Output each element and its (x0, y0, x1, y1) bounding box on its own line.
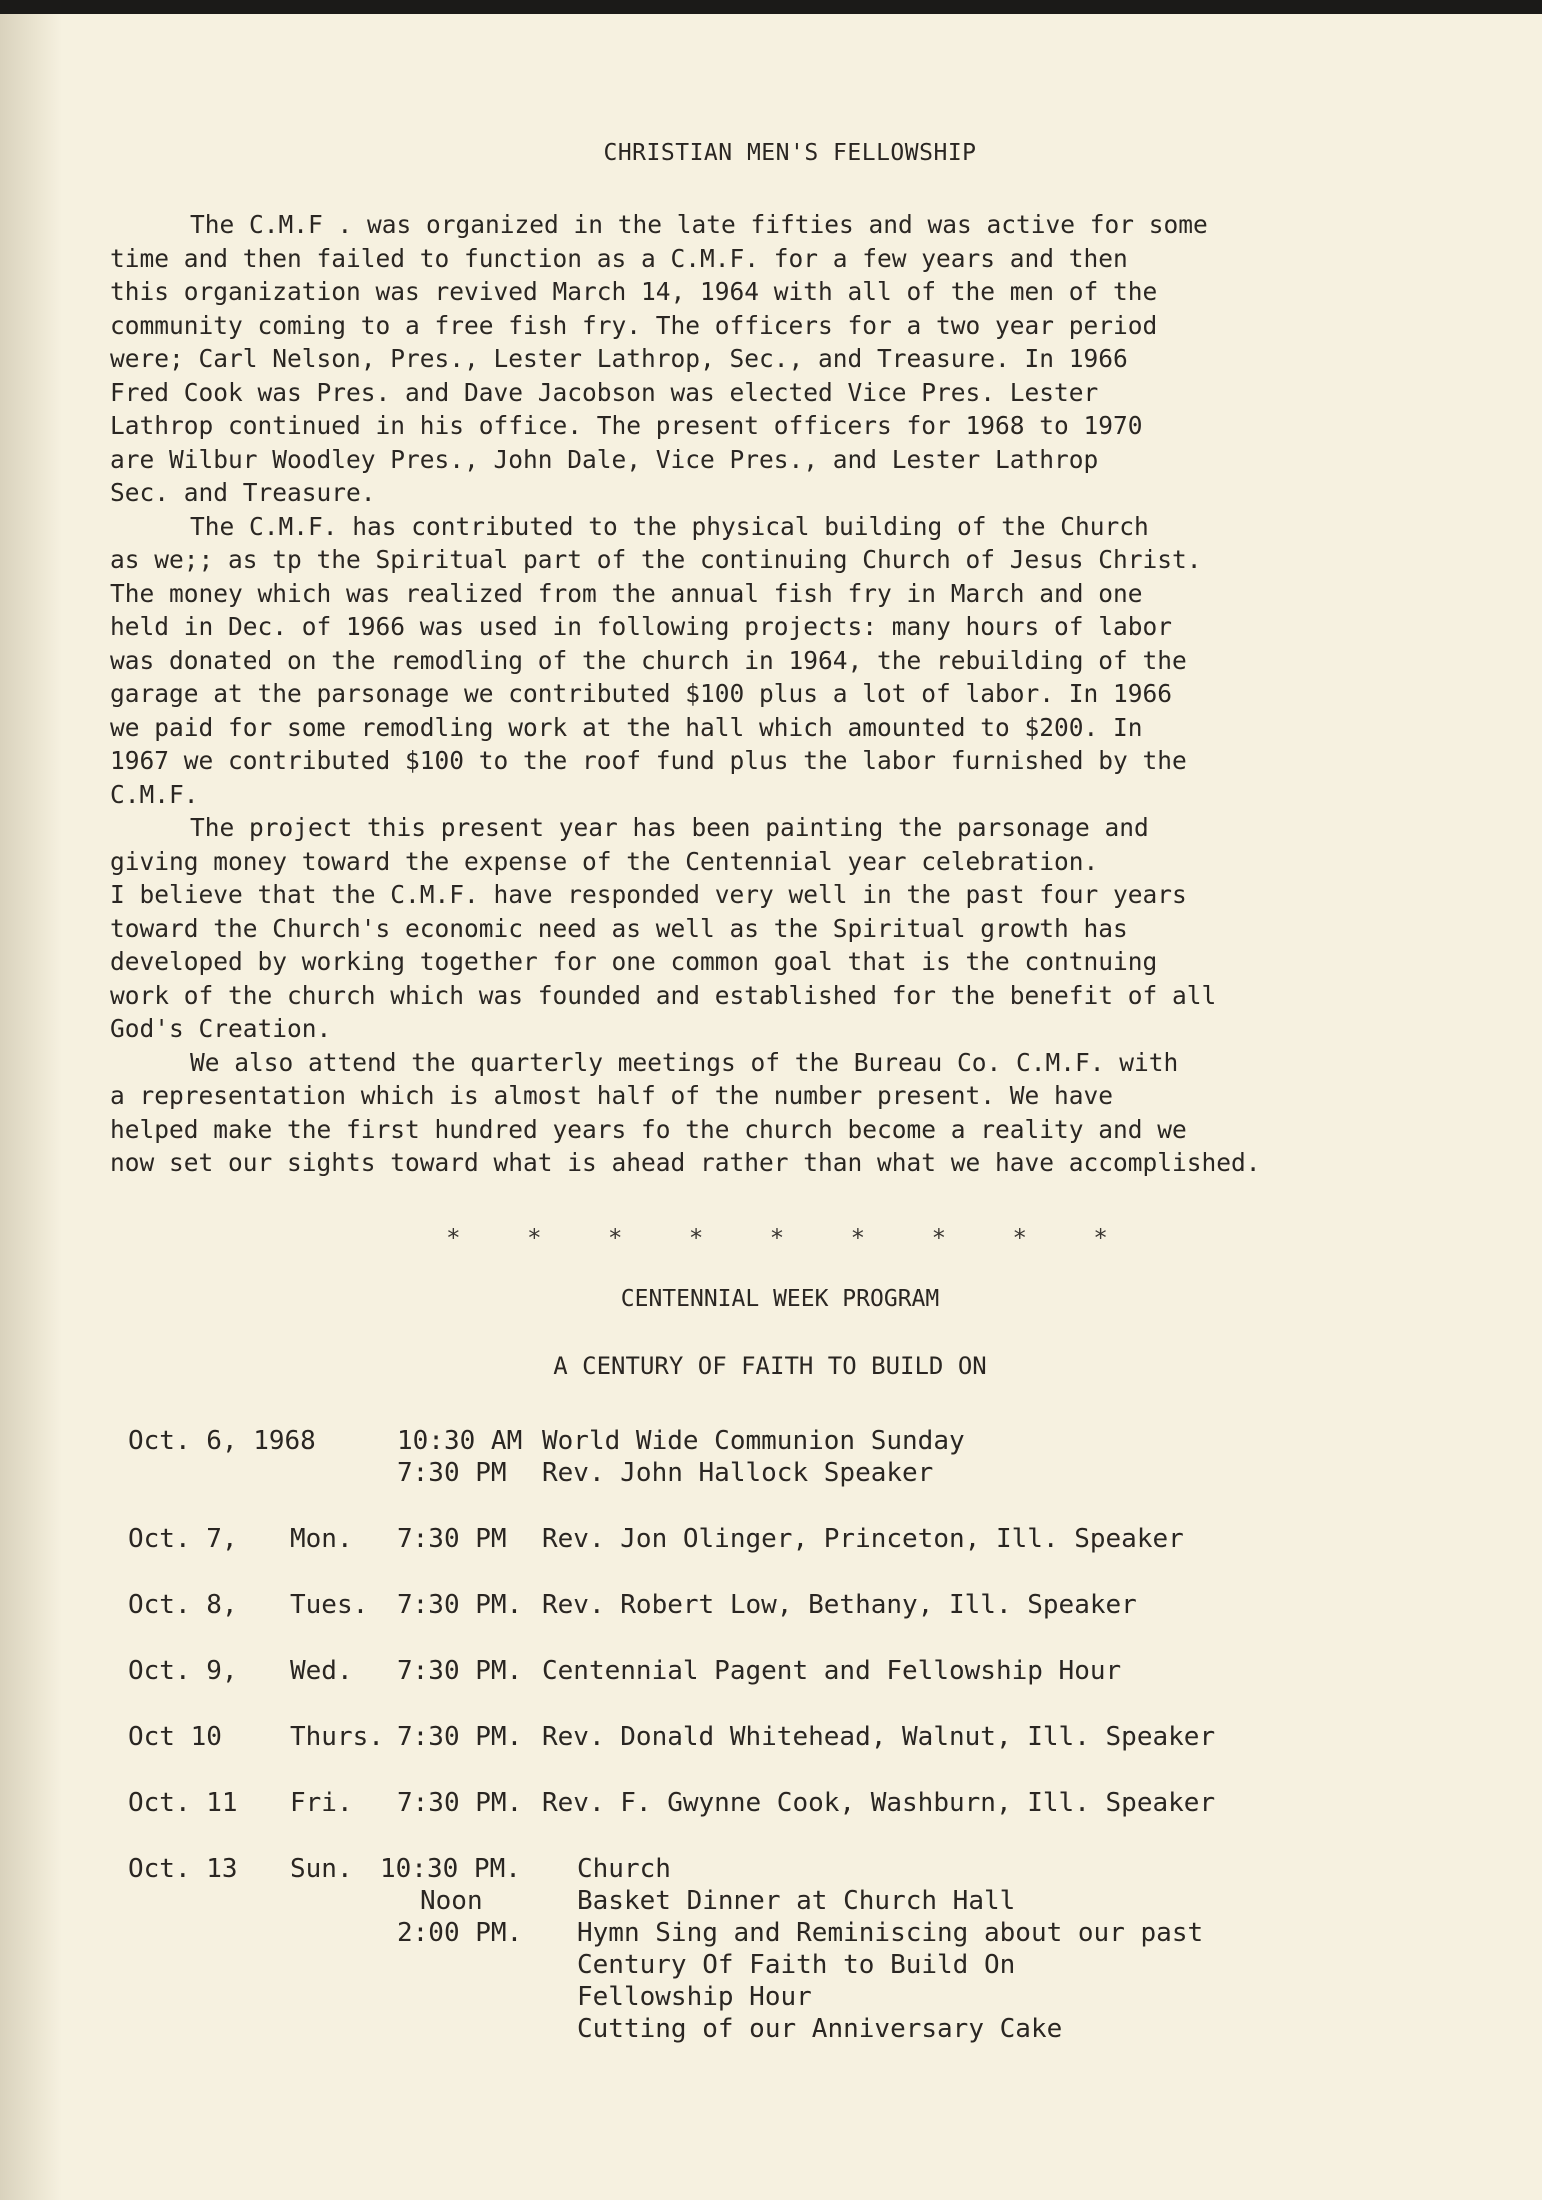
text-line: 1967 we contributed $100 to the roof fund plus the labor furnished by the (110, 746, 1187, 775)
text-line: as we;; as tp the Spiritual part of the continuing Church of Jesus Christ. (110, 545, 1202, 574)
program-time: 7:30 PM. (397, 1655, 523, 1686)
paragraph (110, 208, 1410, 510)
program-event: Centennial Pagent and Fellowship Hour (542, 1655, 1122, 1686)
text-line: The C.M.F. has contributed to the physical building of the Church (190, 511, 1149, 541)
text-line: are Wilbur Woodley Pres., John Dale, Vice Pres., and Lester Lathrop (110, 444, 1099, 474)
program-time: Noon (420, 1885, 483, 1916)
text-line: We also attend the quarterly meetings of the Bureau Co. C.M.F. with (190, 1047, 1179, 1077)
text-line: garage at the parsonage we contributed $100 plus a lot of labor. In 1966 (110, 679, 1173, 708)
program-day: Sun. (290, 1853, 353, 1884)
text-line: Lathrop continued in his office. The present officers for 1968 to 1970 (110, 411, 1143, 440)
text-line: was donated on the remodling of the church in 1964, the rebuilding of the (110, 645, 1187, 675)
text-line: The money which was realized from the annual fish fry in March and one (110, 578, 1143, 608)
program-date: Oct. 13 (128, 1853, 238, 1884)
program-time: 7:30 PM. (397, 1721, 523, 1752)
text-line: helped make the first hundred years fo the church become a reality and we (110, 1114, 1187, 1144)
program-schedule (110, 1426, 1410, 2066)
text-line: time and then failed to function as a C.M.F. for a few years and then (110, 243, 1128, 273)
paragraph (110, 811, 1410, 1046)
text-line: work of the church which was founded and established for the benefit of all (110, 980, 1217, 1010)
text-line: now set our sights toward what is ahead rather than what we have accomplished. (110, 1148, 1261, 1177)
program-date: Oct 10 (128, 1721, 222, 1752)
document-page (110, 140, 1410, 2066)
text-line: Sec. and Treasure. (110, 478, 376, 507)
text-line: The project this present year has been painting the parsonage and (190, 813, 1149, 842)
program-event: Rev. F. Gwynne Cook, Washburn, Ill. Speaker (542, 1787, 1216, 1818)
program-event: Church (577, 1853, 671, 1884)
text-line: toward the Church's economic need as well as the Spiritual growth has (110, 913, 1128, 943)
text-line: Fred Cook was Pres. and Dave Jacobson was elected Vice Pres. Lester (110, 377, 1099, 407)
program-event: Cutting of our Anniversary Cake (577, 2013, 1063, 2044)
program-date: Oct. 11 (128, 1787, 238, 1818)
cmf-history (110, 208, 1410, 1180)
text-line: we paid for some remodling work at the hall which amounted to $200. In (110, 712, 1143, 742)
program-time: 2:00 PM. (397, 1917, 523, 1948)
program-day: Wed. (290, 1655, 353, 1686)
program-time: 10:30 PM. (380, 1853, 521, 1884)
page-binding-edge (0, 14, 62, 2200)
text-line: The C.M.F . was organized in the late fifties and was active for some (190, 210, 1208, 239)
program-time: 7:30 PM. (397, 1589, 523, 1620)
text-line: this organization was revived March 14, 1964 with all of the men of the (110, 277, 1158, 306)
text-line: C.M.F. (110, 779, 199, 809)
scan-top-border (0, 0, 1542, 14)
program-time: 7:30 PM (397, 1523, 507, 1554)
text-line: developed by working together for one common goal that is the contnuing (110, 947, 1158, 976)
program-day: Thurs. (290, 1721, 384, 1752)
program-event: Rev. Jon Olinger, Princeton, Ill. Speaker (542, 1523, 1184, 1554)
program-event: Rev. Donald Whitehead, Walnut, Ill. Speaker (542, 1721, 1216, 1752)
program-date: Oct. 9, (128, 1655, 238, 1686)
program-event: Century Of Faith to Build On (577, 1949, 1016, 1980)
program-date: Oct. 6, 1968 (128, 1425, 316, 1456)
program-event: Rev. Robert Low, Bethany, Ill. Speaker (542, 1589, 1137, 1620)
text-line: a representation which is almost half of the number present. We have (110, 1081, 1114, 1110)
program-time: 10:30 AM (397, 1425, 523, 1456)
text-line: community coming to a free fish fry. The officers for a two year period (110, 310, 1158, 340)
program-date: Oct. 8, (128, 1589, 238, 1620)
program-subtitle: A CENTURY OF FAITH TO BUILD ON (553, 1351, 987, 1380)
program-time: 7:30 PM. (397, 1787, 523, 1818)
program-time: 7:30 PM (397, 1457, 507, 1488)
program-date: Oct. 7, (128, 1523, 238, 1554)
paragraph (110, 510, 1410, 812)
text-line: I believe that the C.M.F. have responded very well in the past four years (110, 880, 1187, 909)
program-day: Mon. (290, 1523, 353, 1554)
text-line: giving money toward the expense of the Centennial year celebration. (110, 846, 1099, 876)
program-day: Tues. (290, 1589, 369, 1620)
program-title: CENTENNIAL WEEK PROGRAM (620, 1285, 940, 1312)
program-event: World Wide Communion Sunday (542, 1425, 965, 1456)
program-event: Rev. John Hallock Speaker (542, 1457, 934, 1488)
paragraph (110, 1046, 1410, 1180)
text-line: God's Creation. (110, 1014, 332, 1043)
text-line: held in Dec. of 1966 was used in following projects: many hours of labor (110, 612, 1173, 641)
program-event: Fellowship Hour (577, 1981, 812, 2012)
program-day: Fri. (290, 1787, 353, 1818)
program-event: Basket Dinner at Church Hall (577, 1885, 1016, 1916)
text-line: were; Carl Nelson, Pres., Lester Lathrop, Sec., and Treasure. In 1966 (110, 344, 1128, 373)
program-event: Hymn Sing and Reminiscing about our past (577, 1917, 1204, 1948)
section-separator: * * * * * * * * * (446, 1223, 1134, 1252)
page-title: CHRISTIAN MEN'S FELLOWSHIP (603, 140, 977, 166)
